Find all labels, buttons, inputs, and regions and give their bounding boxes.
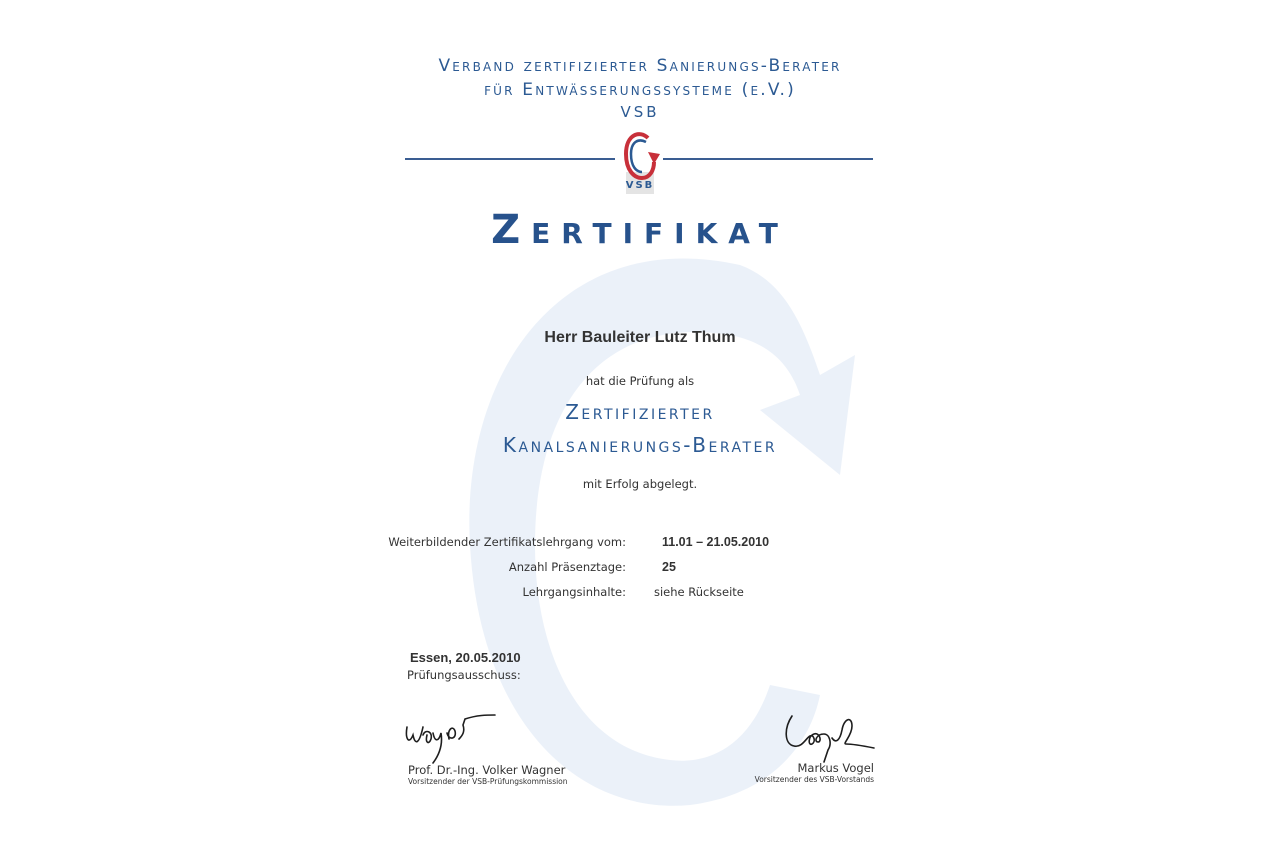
detail-value: 25 [662,560,676,574]
org-name-line2: für Entwässerungssysteme (e.V.) [484,80,796,100]
qualification-line1: Zertifizierter [565,400,715,424]
detail-row-course-dates [0,535,1280,553]
header-divider-right [663,158,873,160]
signature-vogel-icon [780,710,880,765]
signatory-role-left: Vorsitzender der VSB-Prüfungskommission [408,777,568,786]
intro-text: hat die Prüfung als [585,374,695,388]
detail-label: Anzahl Präsenztage: [508,560,626,574]
logo-caption: VSB [625,180,655,191]
signatory-name-right: Markus Vogel [797,761,874,775]
signatory-name-left: Prof. Dr.-Ing. Volker Wagner [408,763,566,777]
place-and-date: Essen, 20.05.2010 [410,650,521,665]
outro-text: mit Erfolg abgelegt. [582,477,698,491]
org-name-line1: Verband zertifizierter Sanierungs-Berater [438,56,842,76]
detail-value: 11.01 – 21.05.2010 [662,535,770,549]
certificate-title: Zertifikat [491,207,789,253]
qualification-line2: Kanalsanierungs-Berater [502,433,778,457]
committee-label: Prüfungsausschuss: [407,668,521,682]
detail-row-attendance-days [0,560,1280,578]
org-abbreviation: VSB [620,103,660,121]
recipient-name: Herr Bauleiter Lutz Thum [544,329,736,346]
header-divider-left [405,158,615,160]
detail-row-course-contents [0,585,1280,603]
detail-label: Lehrgangsinhalte: [522,585,626,599]
detail-value: siehe Rückseite [654,585,744,599]
signatory-role-right: Vorsitzender des VSB-Vorstands [754,775,874,784]
signature-wagner-icon [403,705,503,767]
detail-label: Weiterbildender Zertifikatslehrgang vom: [388,535,626,549]
